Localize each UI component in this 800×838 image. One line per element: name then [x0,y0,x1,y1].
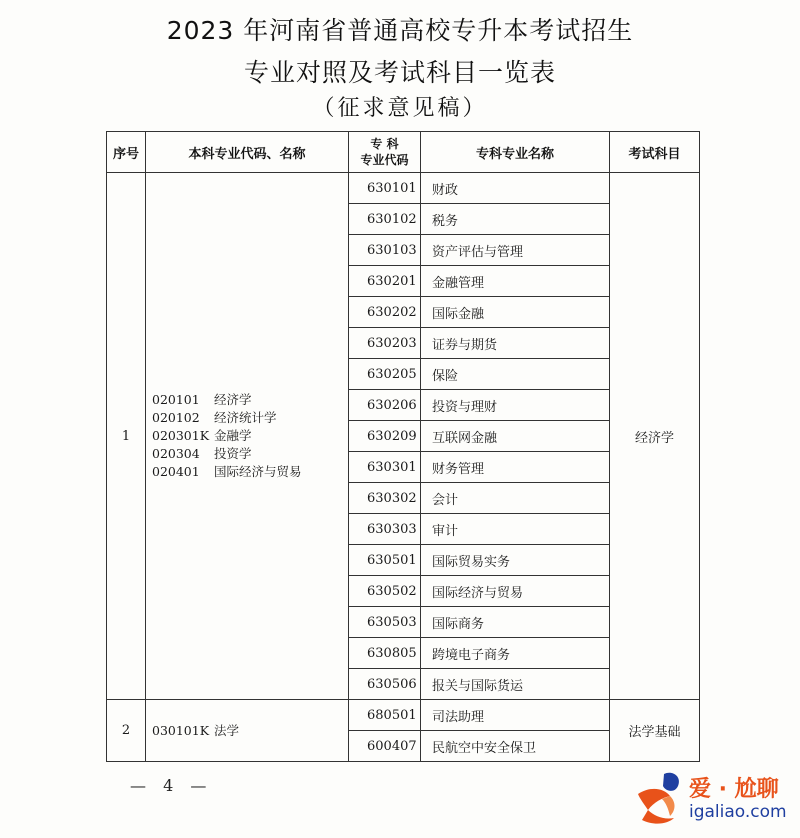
specialty-name-cell: 报关与国际货运 [421,669,610,700]
specialty-name-cell: 证券与期货 [421,328,610,359]
specialty-name-cell: 财政 [421,173,610,204]
watermark-url: igaliao.com [689,802,787,822]
specialty-name-cell: 资产评估与管理 [421,235,610,266]
header-spec-code-line1: 专 科 [370,137,399,151]
specialty-name-cell: 金融管理 [421,266,610,297]
specialty-code-cell: 630201 [349,266,421,297]
document-subtitle: 专业对照及考试科目一览表 [243,58,556,87]
specialty-code-cell: 630101 [349,173,421,204]
specialty-code-cell: 630303 [349,514,421,545]
specialty-code-cell: 630805 [349,638,421,669]
bachelor-major-name: 经济统计学 [214,410,277,425]
specialty-name-cell: 跨境电子商务 [421,638,610,669]
exam-subject-cell: 法学基础 [610,700,700,762]
bachelor-majors-cell [146,173,349,700]
bachelor-major-list [146,722,348,740]
bachelor-majors-cell [146,700,349,762]
specialty-code-cell: 630206 [349,390,421,421]
specialty-code-cell: 680501 [349,700,421,731]
specialty-name-cell: 审计 [421,514,610,545]
watermark-logo [630,768,790,828]
bachelor-major-name: 投资学 [214,446,252,461]
specialty-name-cell: 保险 [421,359,610,390]
bachelor-major-code: 020102 [152,410,200,425]
draft-note: （征求意见稿） [312,96,488,121]
bachelor-major-name: 法学 [214,722,240,738]
bachelor-major-item [152,427,348,445]
bachelor-major-code: 020304 [152,446,200,461]
bachelor-major-item [152,391,348,409]
bachelor-major-code: 020301K [152,428,210,443]
bachelor-major-item [152,445,348,463]
specialty-name-cell: 国际金融 [421,297,610,328]
specialty-code-cell: 630506 [349,669,421,700]
header-seq: 序号 [107,132,146,173]
specialty-code-cell: 630502 [349,576,421,607]
specialty-name-cell: 会计 [421,483,610,514]
specialty-code-cell: 630205 [349,359,421,390]
page-number: — 4 — [130,776,213,795]
header-spec-code [349,132,421,173]
specialty-name-cell: 国际经济与贸易 [421,576,610,607]
specialty-code-cell: 630503 [349,607,421,638]
specialty-name-cell: 投资与理财 [421,390,610,421]
bachelor-major-list [146,391,348,481]
bachelor-major-code: 020101 [152,392,200,407]
major-mapping-table [106,131,700,762]
specialty-name-cell: 财务管理 [421,452,610,483]
specialty-name-cell: 司法助理 [421,700,610,731]
table-header-row [107,132,700,173]
bachelor-major-item [152,463,348,481]
header-bachelor: 本科专业代码、名称 [146,132,349,173]
specialty-code-cell: 600407 [349,731,421,762]
header-subject: 考试科目 [610,132,700,173]
specialty-name-cell: 互联网金融 [421,421,610,452]
bachelor-major-name: 金融学 [214,428,252,443]
exam-subject-cell: 经济学 [610,173,700,700]
header-spec-code-line2: 专业代码 [360,153,409,167]
specialty-code-cell: 630203 [349,328,421,359]
specialty-name-cell: 国际贸易实务 [421,545,610,576]
table-row [107,173,700,204]
document-title: 2023 年河南省普通高校专升本考试招生 [166,16,634,45]
bachelor-major-name: 国际经济与贸易 [214,464,302,479]
runner-icon [630,768,686,828]
specialty-name-cell: 税务 [421,204,610,235]
specialty-name-cell: 民航空中安全保卫 [421,731,610,762]
table-body [107,173,700,762]
specialty-code-cell: 630302 [349,483,421,514]
seq-cell: 2 [107,700,146,762]
bachelor-major-item [152,722,348,740]
seq-cell: 1 [107,173,146,700]
specialty-code-cell: 630301 [349,452,421,483]
table-row [107,700,700,731]
specialty-code-cell: 630501 [349,545,421,576]
watermark-text: 爱 · 尬聊 [689,777,779,802]
header-spec-name: 专科专业名称 [421,132,610,173]
specialty-code-cell: 630102 [349,204,421,235]
bachelor-major-code: 020401 [152,464,200,479]
bachelor-major-code: 030101K [152,722,210,738]
specialty-code-cell: 630202 [349,297,421,328]
bachelor-major-item [152,409,348,427]
specialty-name-cell: 国际商务 [421,607,610,638]
bachelor-major-name: 经济学 [214,392,252,407]
specialty-code-cell: 630209 [349,421,421,452]
specialty-code-cell: 630103 [349,235,421,266]
